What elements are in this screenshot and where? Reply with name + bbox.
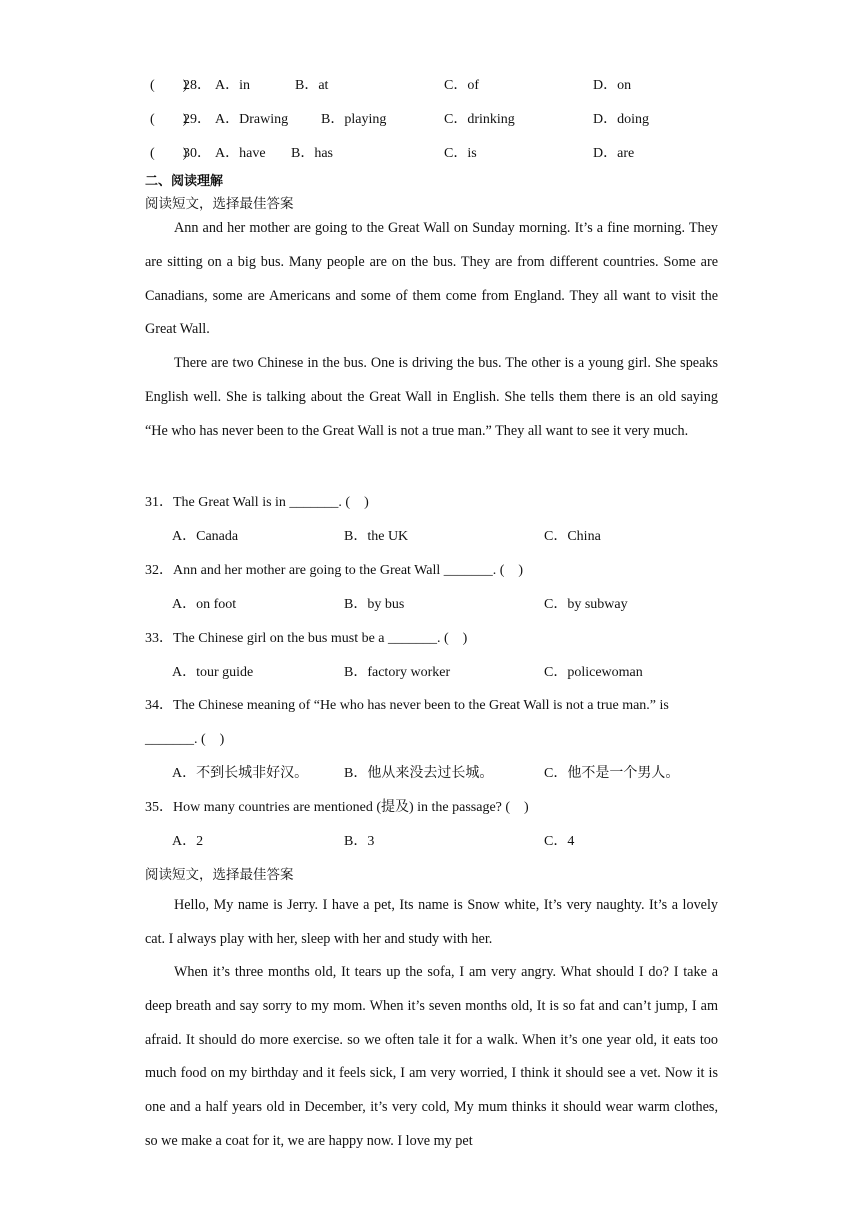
item-number: 29．: [183, 112, 211, 127]
q34-option-b: B．他从来没去过长城。: [344, 766, 494, 781]
answer-blank: ( ): [150, 112, 188, 127]
q31-option-c: C．China: [544, 529, 601, 544]
question-34: 34．The Chinese meaning of “He who has never been to the Great Wall is not a true man.” is: [145, 698, 669, 713]
q32-option-c: C．by subway: [544, 597, 628, 612]
option-b: B．has: [291, 146, 333, 161]
question-33: 33．The Chinese girl on the bus must be a _______. ( ): [145, 631, 468, 646]
q34-option-c: C．他不是一个男人。: [544, 766, 680, 781]
mc-item-30: [145, 142, 745, 162]
option-c: C．drinking: [444, 112, 515, 127]
q35-option-a: A．2: [172, 834, 204, 849]
item-number: 30．: [183, 146, 211, 161]
passage1-paragraph-2: There are two Chinese in the bus. One is driving the bus. The other is a young girl. She speaks English well. She is talking about the Great Wall in English. She tells them there is an old saying “He who has never been to the Great Wall is not a true man.” They all want to see it very much.: [145, 355, 718, 439]
passage2-paragraph-2: When it’s three months old, It tears up the sofa, I am very angry. What should I do? I take a deep breath and say sorry to my mom. When it’s seven months old, It is so fat and can’t jump, I am afraid. It should do more exercise. so we often tale it for a walk. When it’s one year old, it eats too much food on my birthday and it feels sick, I am very worried, I think it should see a vet. Now it is one and a half years old in December, it’s very cold, My mum thinks it should wear warm clothes, so we make a coat for it, we are happy now. I love my pet: [145, 964, 718, 1149]
q31-option-a: A．Canada: [172, 529, 239, 544]
option-c: C．of: [444, 78, 479, 93]
q35-option-c: C．4: [544, 834, 575, 849]
q32-option-a: A．on foot: [172, 597, 237, 612]
option-d: D．are: [593, 146, 635, 161]
q32-option-b: B．by bus: [344, 597, 405, 612]
option-b: B．at: [295, 78, 329, 93]
section-heading: 二、阅读理解: [145, 174, 224, 189]
q33-option-c: C．policewoman: [544, 665, 643, 680]
option-d: D．on: [593, 78, 632, 93]
mc-item-29: [145, 108, 745, 128]
option-a: A．have: [215, 146, 266, 161]
passage2-paragraph-1: Hello, My name is Jerry. I have a pet, Its name is Snow white, It’s very naughty. It’s a lovely cat. I always play with her, sleep with her and study with her.: [145, 897, 718, 947]
option-d: D．doing: [593, 112, 649, 127]
question-34-continued: _______. ( ): [145, 732, 225, 747]
question-32: 32．Ann and her mother are going to the Great Wall _______. ( ): [145, 563, 524, 578]
q33-option-b: B．factory worker: [344, 665, 451, 680]
q33-option-a: A．tour guide: [172, 665, 254, 680]
q34-option-a: A．不到长城非好汉。: [172, 766, 309, 781]
option-a: A．in: [215, 78, 250, 93]
mc-item-28: [145, 74, 745, 94]
passage2-instruction: 阅读短文，选择最佳答案: [145, 867, 294, 883]
option-c: C．is: [444, 146, 477, 161]
question-35: 35．How many countries are mentioned (提及) in the passage? ( ): [145, 800, 529, 815]
option-a: A．Drawing: [215, 112, 289, 127]
q35-option-b: B．3: [344, 834, 375, 849]
q31-option-b: B．the UK: [344, 529, 409, 544]
question-31: 31．The Great Wall is in _______. ( ): [145, 495, 369, 510]
option-b: B．playing: [321, 112, 387, 127]
answer-blank: ( ): [150, 146, 188, 161]
answer-blank: ( ): [150, 78, 188, 93]
passage1-instruction: 阅读短文，选择最佳答案: [145, 196, 294, 212]
passage1-paragraph-1: Ann and her mother are going to the Great Wall on Sunday morning. It’s a fine morning. They are sitting on a big bus. Many people are on the bus. They are from different countries. Some are Canadians, some are Americans and some of them come from England. They all want to visit the Great Wall.: [145, 220, 718, 338]
item-number: 28．: [183, 78, 211, 93]
